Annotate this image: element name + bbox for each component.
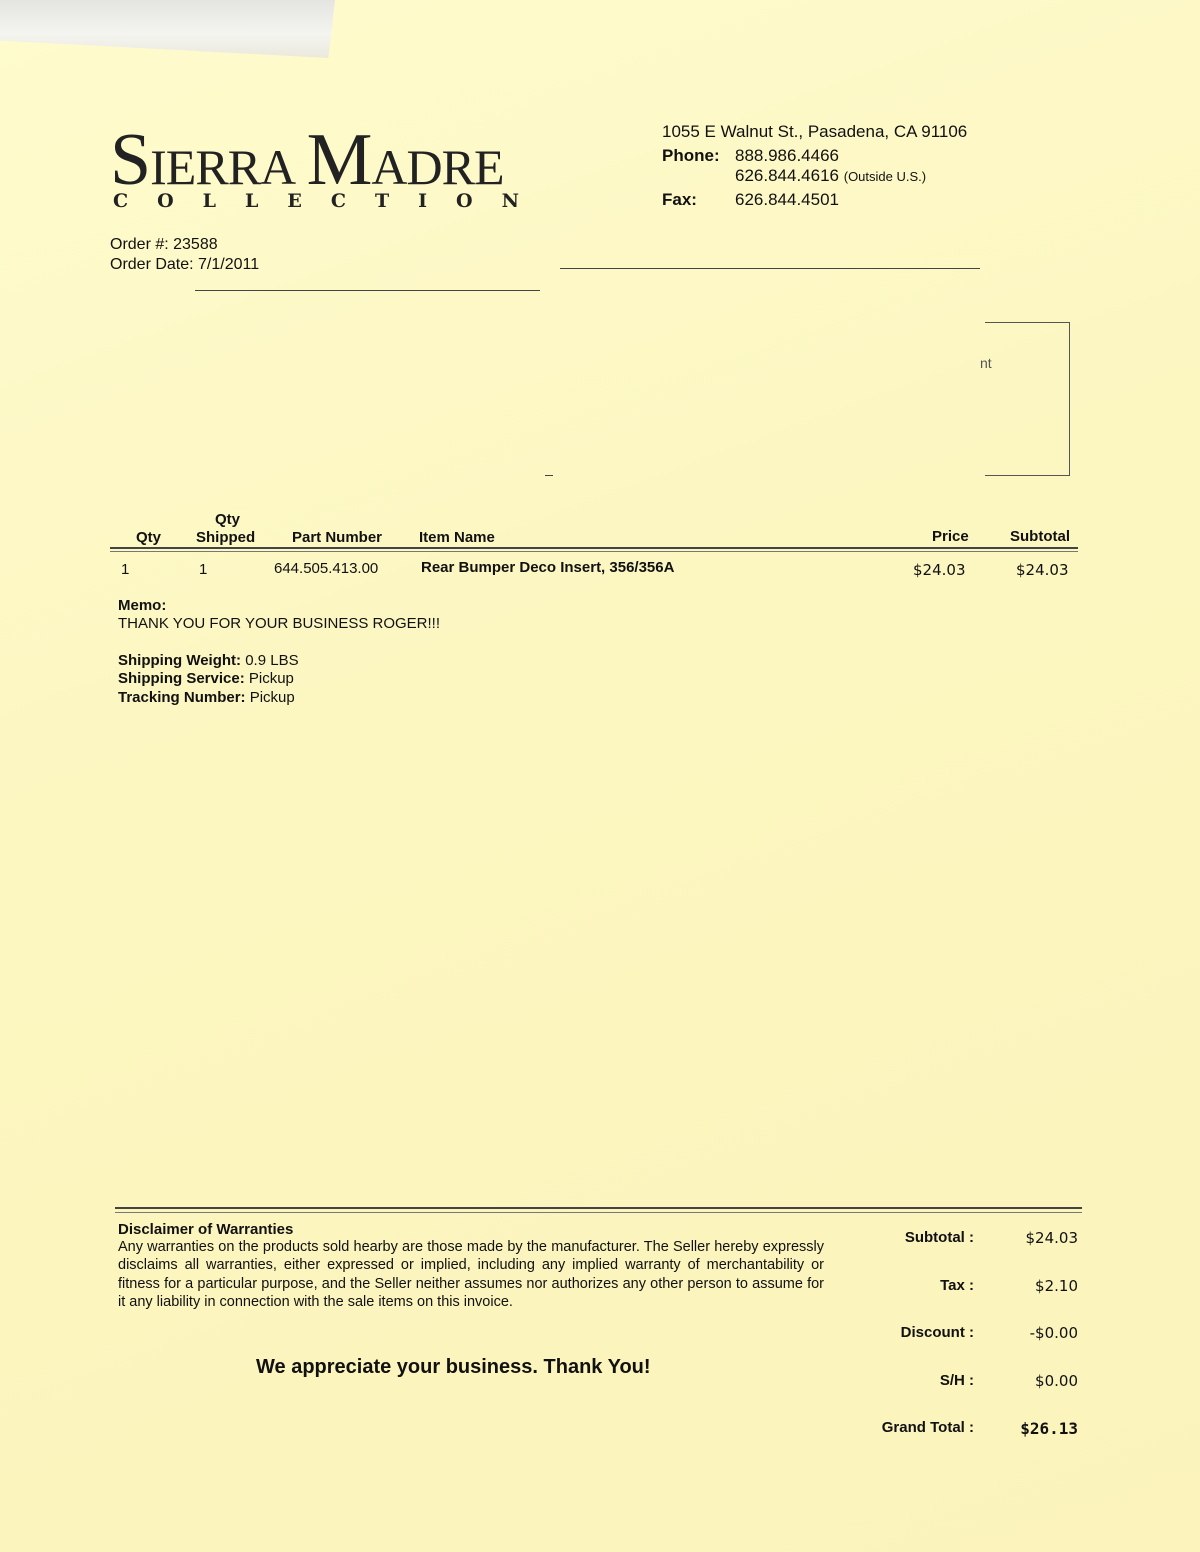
shipping-weight-value: 0.9 LBS — [245, 652, 299, 669]
memo-text: THANK YOU FOR YOUR BUSINESS ROGER!!! — [118, 615, 441, 632]
header-price: Price — [932, 528, 969, 545]
logo-subtitle: COLLECTION — [113, 190, 548, 212]
footer-rule — [115, 1207, 1082, 1209]
discount-value: -$0.00 — [1029, 1324, 1078, 1342]
table-header-rule — [110, 547, 1078, 549]
disclaimer-body: Any warranties on the products sold hearby are those made by the manufacturer. The Seller hereby expressly disclaims all warranties, either expressed or implied, including any implied warranty of merchantability or fitness for a particular purpose, and the Seller neither assumes nor authorizes any other person to assume for it any liability in connection with the sale items on this invoice. — [118, 1239, 824, 1311]
redacted-box — [985, 322, 1070, 476]
fax-label: Fax: — [662, 190, 697, 209]
header-qty: Qty — [136, 529, 162, 546]
shipping-service-value: Pickup — [248, 670, 294, 687]
order-date: Order Date: 7/1/2011 — [110, 256, 260, 273]
header-qty-shipped-bottom: Shipped — [196, 529, 256, 546]
grand-total-label: Grand Total : — [881, 1419, 974, 1436]
logo-wordmark: SIERRA MADRE — [110, 119, 504, 201]
cell-item-name: Rear Bumper Deco Insert, 356/356A — [421, 559, 675, 576]
header-part-number: Part Number — [292, 529, 383, 546]
shipping-weight-label: Shipping Weight: — [118, 652, 242, 669]
cell-qty: 1 — [121, 561, 130, 578]
order-number: Order #: 23588 — [110, 236, 218, 253]
grand-total-value: $26.13 — [1020, 1419, 1078, 1438]
subtotal-value: $24.03 — [1025, 1229, 1078, 1247]
sh-label: S/H : — [939, 1372, 974, 1389]
phone-alt-number: 626.844.4616 — [735, 166, 839, 185]
redacted-line — [195, 290, 540, 291]
phone-label: Phone: — [662, 146, 720, 165]
phone-alt — [735, 166, 926, 186]
thank-you-message: We appreciate your business. Thank You! — [256, 1356, 651, 1378]
cell-qty-shipped: 1 — [199, 561, 208, 578]
header-subtotal: Subtotal — [1010, 528, 1070, 545]
redacted-line — [560, 268, 980, 269]
header-item-name: Item Name — [419, 529, 495, 546]
tax-value: $2.10 — [1035, 1277, 1078, 1295]
phone-number: 888.986.4466 — [735, 146, 839, 165]
fax-number: 626.844.4501 — [735, 190, 839, 209]
shipping-weight — [118, 652, 299, 669]
cell-subtotal: $24.03 — [1016, 561, 1069, 579]
disclaimer-title: Disclaimer of Warranties — [118, 1221, 294, 1238]
shipping-service — [118, 670, 294, 687]
header-qty-shipped-top: Qty — [215, 511, 241, 528]
tracking-number — [118, 689, 295, 706]
discount-label: Discount : — [900, 1324, 974, 1341]
table-header-rule-thin — [110, 551, 1078, 552]
cell-part-number: 644.505.413.00 — [274, 560, 379, 577]
shipping-service-label: Shipping Service: — [118, 670, 245, 687]
redacted-fragment: nt — [980, 355, 992, 371]
tracking-number-label: Tracking Number: — [118, 689, 246, 706]
footer-rule-thin — [115, 1212, 1082, 1213]
sh-value: $0.00 — [1035, 1372, 1078, 1390]
tax-label: Tax : — [940, 1277, 974, 1294]
tracking-number-value: Pickup — [249, 689, 295, 706]
subtotal-label: Subtotal : — [904, 1229, 974, 1246]
memo-label: Memo: — [118, 597, 167, 614]
cell-price: $24.03 — [913, 561, 966, 579]
company-address: 1055 E Walnut St., Pasadena, CA 91106 — [662, 122, 968, 141]
redacted-line — [545, 475, 553, 476]
phone-alt-note: (Outside U.S.) — [843, 169, 927, 184]
